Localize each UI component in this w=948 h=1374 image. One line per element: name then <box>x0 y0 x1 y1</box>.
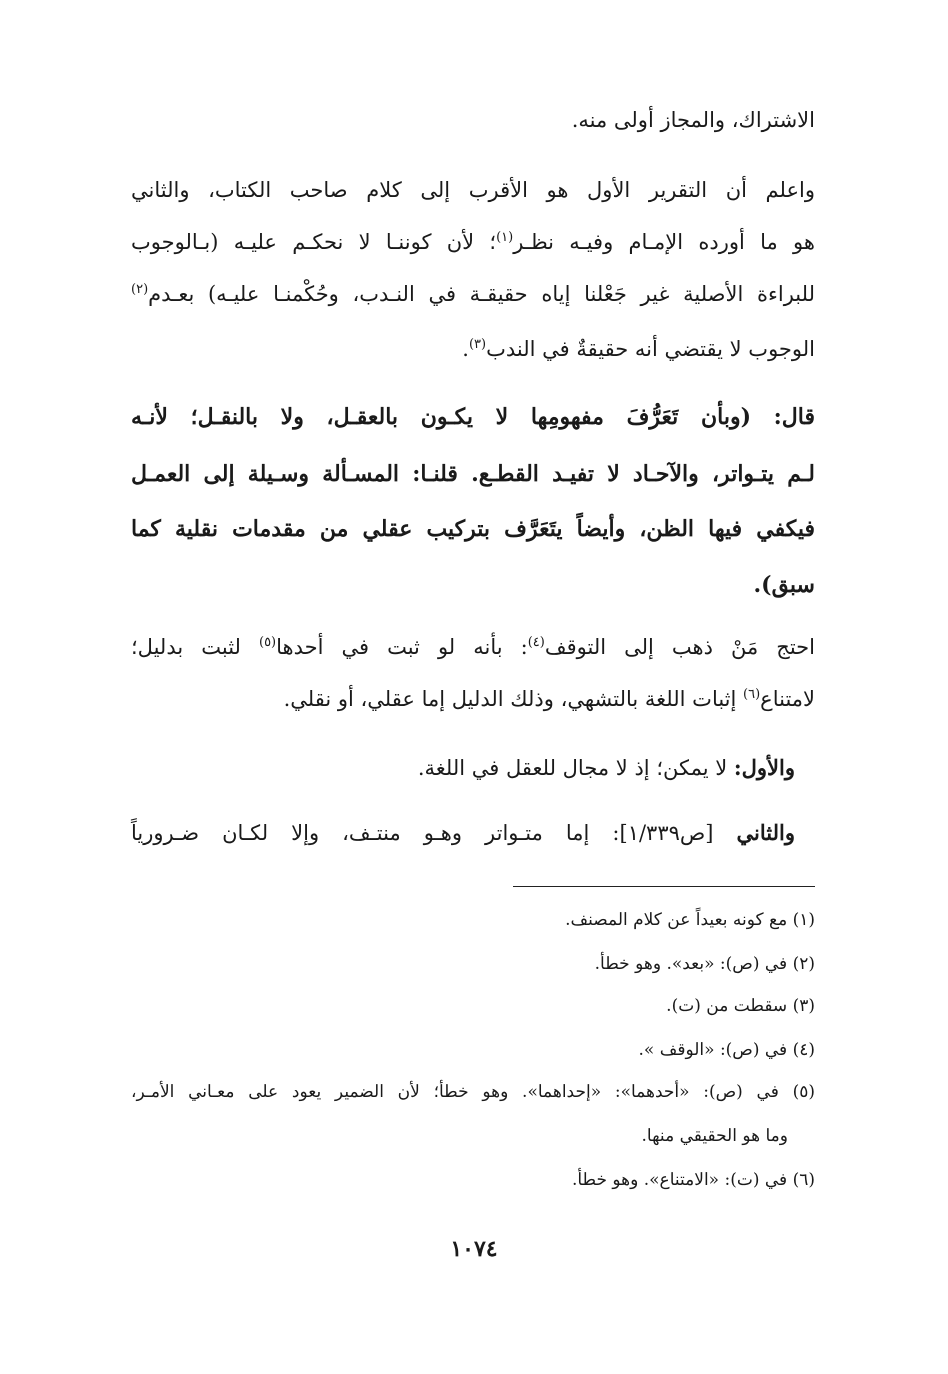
paragraph-line: هو ما أورده الإمـام وفيـه نظـر$^{(١)}$؛ لأن كوننـا لا نحكـم عليـه (بـالوجوب <box>131 230 815 254</box>
footnote-continuation: وما هو الحقيقي منها. <box>641 1126 788 1146</box>
footnote-separator <box>513 886 815 887</box>
paragraph-line: احتج مَنْ ذهب إلى التوقف$^{(٤)}$: بأنه لو ثبت في أحدها$^{(٥)}$ لثبت بدليل؛ <box>131 635 815 659</box>
footnote-ref[interactable]: (٦) <box>743 687 761 702</box>
footnote: (٥) في (ص): «أحدهما»: «إحداهما». وهو خطأ؛ لأن الضمير يعود على معـاني الأمـر، <box>131 1082 815 1102</box>
quote-line: فيكفي فيها الظن، وأيضاً يتَعَرَّف بتركيب عقلي من مقدمات نقلية كما <box>131 516 815 542</box>
paragraph-line: والأول: لا يمكن؛ إذ لا مجال للعقل في اللغة. <box>417 755 795 780</box>
quote-line: لـم يتـواتر، والآحـاد لا تفيـد القطـع. قلنـا: المسـألة وسـيلة إلى العمـل <box>131 461 815 487</box>
footnote: (٤) في (ص): «الوقف ». <box>638 1040 815 1060</box>
footnote: (٣) سقطت من (ت). <box>666 996 815 1016</box>
footnote: (٦) في (ت): «الامتناع». وهو خطأ. <box>571 1170 815 1190</box>
paragraph-line: الاشتراك، والمجاز أولى منه. <box>571 108 815 132</box>
lead-word: والأول: <box>733 755 795 780</box>
footnote-ref[interactable]: (٥) <box>258 635 277 650</box>
footnote: (٢) في (ص): «بعد». وهو خطأ. <box>594 954 815 974</box>
paragraph-line: الوجوب لا يقتضي أنه حقيقةٌ في الندب$^{(٣)}$. <box>462 337 815 361</box>
paragraph-line: للبراءة الأصلية غير جَعْلنا إياه حقيقـة في النـدب، وحُكْمنـا عليـه) بعـدم$^{(٢)}$ <box>131 282 815 306</box>
paragraph-line: واعلم أن التقرير الأول هو الأقرب إلى كلام صاحب الكتاب، والثاني <box>131 178 815 202</box>
footnote-ref[interactable]: (٤) <box>527 635 545 650</box>
quote-line: سبق). <box>753 572 815 598</box>
lead-word: والثاني <box>736 820 795 845</box>
quote-line: قال: (وبأن تَعَرُّفَ مفهومِها لا يكـون بالعقـل، ولا بالنقـل؛ لأنـه <box>131 404 815 430</box>
footnote-ref[interactable]: (٢) <box>131 282 149 297</box>
footnote-ref[interactable]: (٣) <box>468 337 487 352</box>
footnote-ref[interactable]: (١) <box>496 230 514 245</box>
paragraph-line: لامتناع$^{(٦)}$ إثبات اللغة بالتشهي، وذلك الدليل إما عقلي، أو نقلي. <box>283 687 815 711</box>
paragraph-line: والثاني [ص١/٣٣٩]: إما متـواتر وهـو منتـف، وإلا لكـان ضـرورياً <box>131 820 795 845</box>
page-number: ١٠٧٤ <box>450 1236 498 1262</box>
footnote: (١) مع كونه بعيداً عن كلام المصنف. <box>565 910 815 930</box>
